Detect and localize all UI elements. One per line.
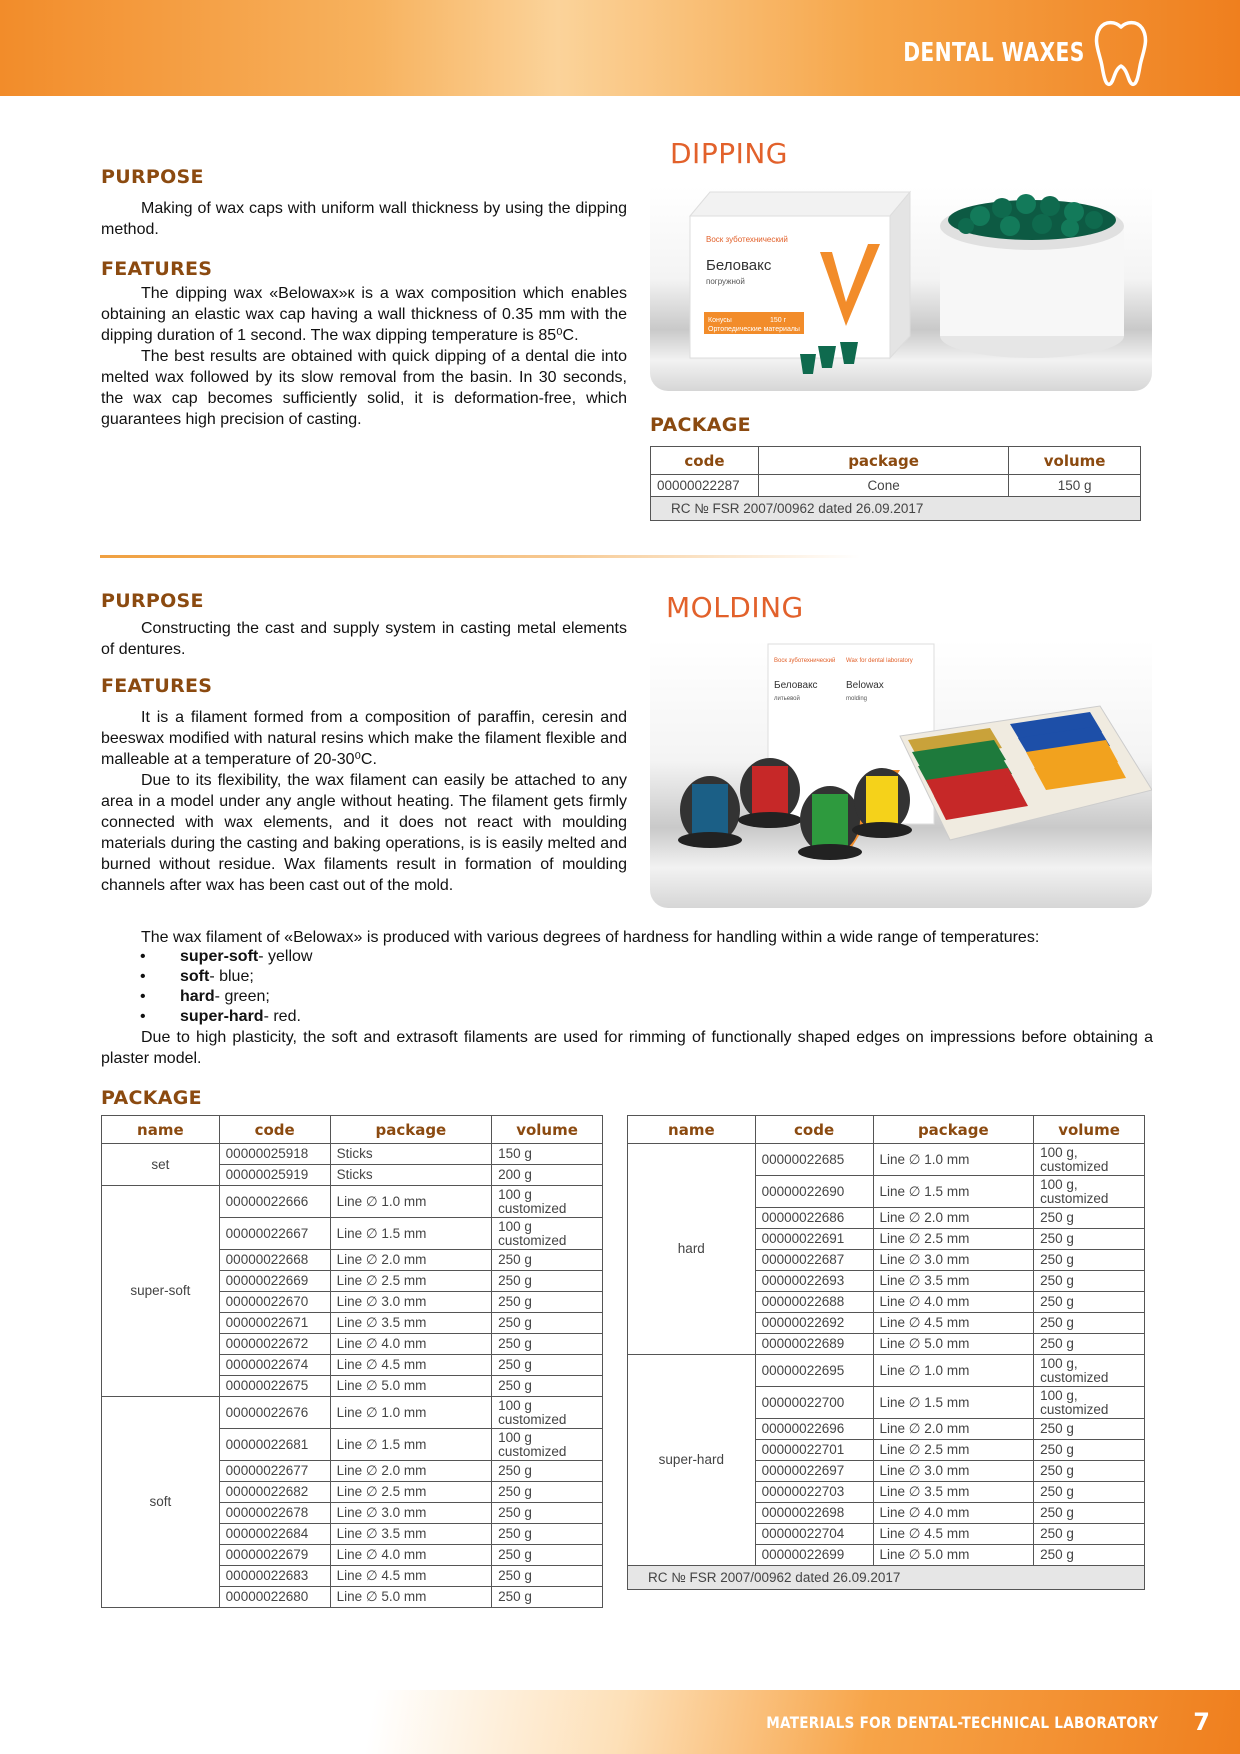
molding-package-heading: PACKAGE	[101, 1087, 202, 1109]
table-row	[102, 1397, 603, 1429]
cell-name: soft	[102, 1397, 220, 1608]
cell-code: 00000022678	[219, 1503, 330, 1524]
molding-package-table-right	[627, 1115, 1145, 1590]
cell-package: Line ∅ 1.5 mm	[873, 1387, 1034, 1419]
cell-volume: 250 g	[492, 1503, 603, 1524]
cell-package: Line ∅ 2.5 mm	[873, 1229, 1034, 1250]
cell-package: Line ∅ 2.0 mm	[330, 1250, 492, 1271]
molding-box-en-line: Wax for dental laboratory	[846, 658, 913, 664]
cell-code: 00000022666	[219, 1186, 330, 1218]
section-divider	[100, 555, 860, 558]
molding-box-en-type: molding	[846, 696, 868, 702]
cell-package: Line ∅ 5.0 mm	[873, 1334, 1034, 1355]
cell-code: 00000025919	[219, 1165, 330, 1186]
cell-package: Line ∅ 2.0 mm	[330, 1461, 492, 1482]
cell-package: Sticks	[330, 1165, 492, 1186]
dipping-footnote: RC № FSR 2007/00962 dated 26.09.2017	[651, 497, 1141, 521]
cell-code: 00000022690	[755, 1176, 873, 1208]
cell-volume: 250 g	[1034, 1313, 1145, 1334]
dipping-box-line1: Воск зуботехнический	[706, 235, 788, 244]
cell-code: 00000022677	[219, 1461, 330, 1482]
cell-code: 00000022675	[219, 1376, 330, 1397]
cell-volume: 250 g	[1034, 1271, 1145, 1292]
cell-code: 00000022685	[755, 1144, 873, 1176]
dipping-box-type: погружной	[706, 277, 745, 286]
cell-package: Line ∅ 1.0 mm	[330, 1397, 492, 1429]
cell-code: 00000022683	[219, 1566, 330, 1587]
dipping-features-text	[101, 283, 627, 430]
molding-features-p2: Due to its flexibility, the wax filament can easily be attached to any area in a model under any angle without heating. The filament gets firmly connected with wax elements, and it does not react with moulding materials during the casting and baking operations, is is easily melted and burned without residue. Wax filaments result in formation of moulding channels after wax has been cast out of the mold.	[101, 772, 627, 894]
molding-features-text	[101, 707, 627, 896]
molding-product-illustration	[650, 640, 1152, 908]
cell-package: Line ∅ 3.0 mm	[330, 1503, 492, 1524]
cell-volume: 250 g	[1034, 1524, 1145, 1545]
molding-product-photo	[650, 640, 1152, 908]
cell-code: 00000022686	[755, 1208, 873, 1229]
table-row	[102, 1186, 603, 1218]
cell-volume: 250 g	[1034, 1250, 1145, 1271]
dipping-features-p2: The best results are obtained with quick dipping of a dental die into melted wax followed by its slow removal from the basin. In 30 seconds, the wax cap becomes sufficiently solid, it is deformation-free, which guarantees high precision of casting.	[101, 348, 627, 428]
col-name: name	[628, 1116, 756, 1144]
cell-code: 00000022695	[755, 1355, 873, 1387]
cell-volume: 250 g	[492, 1313, 603, 1334]
col-code: code	[755, 1116, 873, 1144]
cell-volume: 250 g	[492, 1545, 603, 1566]
cell-volume: 100 g customized	[492, 1397, 603, 1429]
cell-package: Line ∅ 5.0 mm	[330, 1587, 492, 1608]
cell-package: Cone	[758, 475, 1008, 497]
cell-name: hard	[628, 1144, 756, 1355]
cell-code: 00000022670	[219, 1292, 330, 1313]
cell-volume: 250 g	[492, 1587, 603, 1608]
cell-package: Line ∅ 1.0 mm	[873, 1355, 1034, 1387]
cell-volume: 250 g	[1034, 1545, 1145, 1566]
cell-package: Line ∅ 4.5 mm	[873, 1313, 1034, 1334]
cell-volume: 250 g	[1034, 1482, 1145, 1503]
cell-volume: 250 g	[492, 1524, 603, 1545]
cell-code: 00000022671	[219, 1313, 330, 1334]
cell-package: Line ∅ 4.5 mm	[330, 1566, 492, 1587]
cell-volume: 250 g	[1034, 1334, 1145, 1355]
list-item: • super-soft- yellow	[140, 947, 312, 967]
dipping-product-photo	[650, 186, 1152, 391]
cell-volume: 250 g	[492, 1292, 603, 1313]
table-row	[651, 475, 1141, 497]
cell-package: Line ∅ 4.0 mm	[330, 1545, 492, 1566]
cell-code: 00000025918	[219, 1144, 330, 1165]
tooth-icon	[1090, 18, 1152, 88]
cell-volume: 150 g	[1009, 475, 1141, 497]
cell-code: 00000022693	[755, 1271, 873, 1292]
dipping-purpose-heading: PURPOSE	[101, 166, 204, 188]
cell-volume: 100 g, customized	[1034, 1387, 1145, 1419]
molding-category-title: MOLDING	[666, 591, 804, 624]
cell-volume: 250 g	[492, 1271, 603, 1292]
cell-package: Line ∅ 2.5 mm	[330, 1482, 492, 1503]
cell-code: 00000022697	[755, 1461, 873, 1482]
molding-purpose-text: Constructing the cast and supply system in casting metal elements of dentures.	[101, 620, 627, 658]
col-name: name	[102, 1116, 220, 1144]
dipping-package-heading: PACKAGE	[650, 414, 751, 436]
cell-code: 00000022667	[219, 1218, 330, 1250]
dipping-purpose-text: Making of wax caps with uniform wall thickness by using the dipping method.	[101, 200, 627, 238]
cell-volume: 250 g	[492, 1355, 603, 1376]
hardness-intro: The wax filament of «Belowax» is produced with various degrees of hardness for handling within a wide range of temperatures:	[141, 929, 1040, 946]
dipping-box-small2: Ортопедические материалы	[708, 326, 800, 333]
molding-features-heading: FEATURES	[101, 675, 213, 697]
cell-volume: 150 g	[492, 1144, 603, 1165]
cell-package: Line ∅ 3.0 mm	[330, 1292, 492, 1313]
cell-package: Line ∅ 2.5 mm	[330, 1271, 492, 1292]
cell-package: Line ∅ 1.0 mm	[873, 1144, 1034, 1176]
table-row	[628, 1355, 1145, 1387]
cell-code: 00000022684	[219, 1524, 330, 1545]
cell-package: Line ∅ 4.0 mm	[873, 1503, 1034, 1524]
cell-code: 00000022287	[651, 475, 759, 497]
molding-footnote: RC № FSR 2007/00962 dated 26.09.2017	[628, 1566, 1145, 1590]
cell-volume: 100 g, customized	[1034, 1176, 1145, 1208]
dipping-package-table	[650, 446, 1141, 521]
cell-code: 00000022687	[755, 1250, 873, 1271]
col-package: package	[330, 1116, 492, 1144]
dipping-category-title: DIPPING	[670, 137, 788, 170]
plasticity-text: Due to high plasticity, the soft and extrasoft filaments are used for rimming of functionally shaped edges on impressions before obtaining a plaster model.	[101, 1029, 1153, 1067]
cell-package: Line ∅ 3.5 mm	[330, 1313, 492, 1334]
cell-package: Line ∅ 4.5 mm	[873, 1524, 1034, 1545]
hardness-list	[140, 947, 312, 1027]
cell-volume: 250 g	[1034, 1461, 1145, 1482]
cell-volume: 250 g	[492, 1334, 603, 1355]
cell-package: Line ∅ 3.5 mm	[330, 1524, 492, 1545]
dipping-box-brand: Беловакс	[706, 257, 772, 274]
spool-blue	[678, 776, 742, 848]
cell-code: 00000022703	[755, 1482, 873, 1503]
molding-package-table-left	[101, 1115, 603, 1608]
cell-volume: 250 g	[492, 1376, 603, 1397]
molding-box-en-brand: Belowax	[846, 680, 884, 691]
header-title: DENTAL WAXES	[903, 38, 1085, 68]
cell-code: 00000022704	[755, 1524, 873, 1545]
cell-volume: 100 g customized	[492, 1218, 603, 1250]
cell-volume: 250 g	[1034, 1419, 1145, 1440]
cell-volume: 250 g	[1034, 1208, 1145, 1229]
cell-code: 00000022699	[755, 1545, 873, 1566]
list-item: • hard- green;	[140, 987, 312, 1007]
col-code: code	[219, 1116, 330, 1144]
cell-package: Line ∅ 3.5 mm	[873, 1271, 1034, 1292]
cell-code: 00000022672	[219, 1334, 330, 1355]
molding-box-ru-type: литьевой	[774, 696, 800, 702]
col-package: package	[758, 447, 1008, 475]
cell-package: Line ∅ 3.0 mm	[873, 1250, 1034, 1271]
cell-code: 00000022692	[755, 1313, 873, 1334]
cell-volume: 250 g	[492, 1482, 603, 1503]
page-footer	[0, 1690, 1240, 1754]
cell-code: 00000022700	[755, 1387, 873, 1419]
cell-code: 00000022682	[219, 1482, 330, 1503]
cell-name: super-hard	[628, 1355, 756, 1566]
table-row	[628, 1144, 1145, 1176]
list-item: • soft- blue;	[140, 967, 312, 987]
cell-code: 00000022701	[755, 1440, 873, 1461]
cell-volume: 200 g	[492, 1165, 603, 1186]
cell-code: 00000022669	[219, 1271, 330, 1292]
molding-purpose-heading: PURPOSE	[101, 590, 204, 612]
cell-code: 00000022681	[219, 1429, 330, 1461]
cell-volume: 100 g customized	[492, 1186, 603, 1218]
cell-code: 00000022679	[219, 1545, 330, 1566]
table-row	[102, 1144, 603, 1165]
cell-package: Line ∅ 4.0 mm	[873, 1292, 1034, 1313]
cell-package: Line ∅ 1.5 mm	[330, 1429, 492, 1461]
cell-package: Line ∅ 4.5 mm	[330, 1355, 492, 1376]
cell-volume: 100 g, customized	[1034, 1144, 1145, 1176]
footer-text: MATERIALS FOR DENTAL-TECHNICAL LABORATORY	[765, 1713, 1158, 1732]
molding-features-p1: It is a filament formed from a composition of paraffin, ceresin and beeswax modified with natural resins which make the filament flexible and malleable at a temperature of 20-30⁰С.	[101, 709, 627, 768]
cell-package: Line ∅ 1.0 mm	[330, 1186, 492, 1218]
cell-volume: 250 g	[492, 1250, 603, 1271]
page-header	[0, 0, 1240, 96]
col-volume: volume	[492, 1116, 603, 1144]
cell-package: Line ∅ 4.0 mm	[330, 1334, 492, 1355]
cell-package: Line ∅ 5.0 mm	[330, 1376, 492, 1397]
cell-volume: 100 g customized	[492, 1429, 603, 1461]
cell-volume: 250 g	[1034, 1292, 1145, 1313]
dipping-box-small1: Конусы	[708, 317, 732, 324]
cell-code: 00000022680	[219, 1587, 330, 1608]
molding-box-ru-brand: Беловакс	[774, 680, 818, 691]
cell-volume: 250 g	[492, 1566, 603, 1587]
cell-code: 00000022688	[755, 1292, 873, 1313]
cell-package: Line ∅ 5.0 mm	[873, 1545, 1034, 1566]
cell-package: Line ∅ 1.5 mm	[873, 1176, 1034, 1208]
col-volume: volume	[1009, 447, 1141, 475]
cell-package: Line ∅ 3.5 mm	[873, 1482, 1034, 1503]
table-footnote-row	[628, 1566, 1145, 1590]
cell-code: 00000022689	[755, 1334, 873, 1355]
molding-box-ru-line: Воск зуботехнический	[774, 658, 836, 664]
cell-package: Line ∅ 2.5 mm	[873, 1440, 1034, 1461]
cell-package: Sticks	[330, 1144, 492, 1165]
cell-code: 00000022676	[219, 1397, 330, 1429]
dipping-box-weight: 150 г	[770, 317, 787, 324]
cell-code: 00000022674	[219, 1355, 330, 1376]
col-package: package	[873, 1116, 1034, 1144]
cell-code: 00000022668	[219, 1250, 330, 1271]
cell-package: Line ∅ 2.0 mm	[873, 1208, 1034, 1229]
page-number: 7	[1193, 1708, 1210, 1736]
list-item: • super-hard- red.	[140, 1007, 312, 1027]
dipping-features-heading: FEATURES	[101, 258, 213, 280]
cell-code: 00000022691	[755, 1229, 873, 1250]
col-code: code	[651, 447, 759, 475]
cell-package: Line ∅ 3.0 mm	[873, 1461, 1034, 1482]
cell-package: Line ∅ 2.0 mm	[873, 1419, 1034, 1440]
cell-volume: 250 g	[1034, 1440, 1145, 1461]
cell-code: 00000022698	[755, 1503, 873, 1524]
dipping-features-p1: The dipping wax «Belowax»к is a wax composition which enables obtaining an elastic wax cap having a wall thickness of 0.35 mm with the dipping duration of 1 second. The wax dipping temperature is 85⁰С.	[101, 285, 627, 344]
cell-code: 00000022696	[755, 1419, 873, 1440]
cell-volume: 250 g	[492, 1461, 603, 1482]
table-footnote-row	[651, 497, 1141, 521]
cell-volume: 250 g	[1034, 1229, 1145, 1250]
cell-volume: 250 g	[1034, 1503, 1145, 1524]
dipping-product-illustration	[650, 186, 1152, 391]
cell-name: super-soft	[102, 1186, 220, 1397]
cell-name: set	[102, 1144, 220, 1186]
cell-package: Line ∅ 1.5 mm	[330, 1218, 492, 1250]
cell-volume: 100 g, customized	[1034, 1355, 1145, 1387]
col-volume: volume	[1034, 1116, 1145, 1144]
